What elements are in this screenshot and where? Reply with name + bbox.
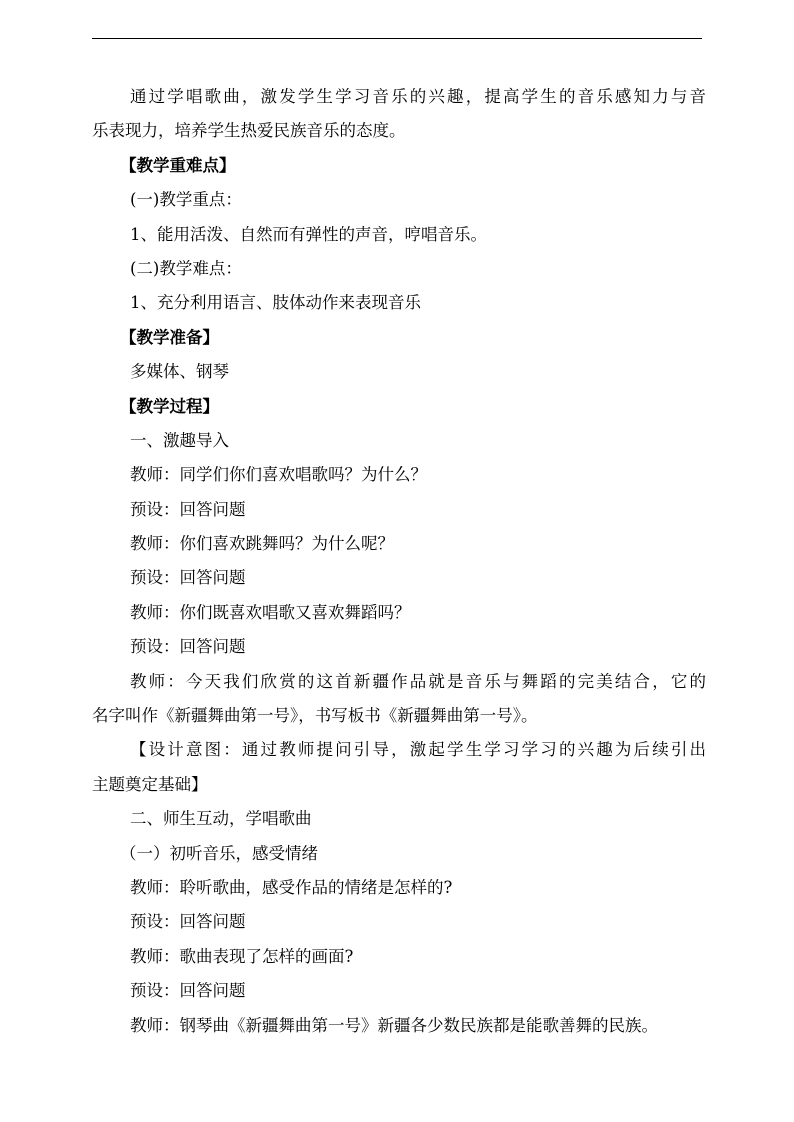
dialogue-line: 教师：同学们你们喜欢唱歌吗？为什么？ [130, 465, 427, 485]
dialogue-line: 教师：你们既喜欢唱歌又喜欢舞蹈吗？ [130, 602, 411, 622]
dialogue-line: 教师：今天我们欣赏的这首新疆作品就是音乐与舞蹈的完美结合，它的 [130, 671, 706, 691]
paragraph-goal-line-1: 通过学唱歌曲，激发学生学习音乐的兴趣，提高学生的音乐感知力与音 [130, 87, 706, 106]
difficulty-item: 1、充分利用语言、肢体动作来表现音乐 [130, 293, 421, 313]
dialogue-line: 教师：歌曲表现了怎样的画面? [130, 946, 354, 966]
section-heading-preparation: 【教学准备】 [120, 327, 219, 347]
substep-heading-first-listen: （一）初听音乐，感受情绪 [120, 843, 318, 863]
dialogue-line: 教师：你们喜欢跳舞吗？为什么呢？ [130, 534, 394, 554]
document-body [92, 80, 706, 1043]
dialogue-line: 预设：回答问题 [130, 981, 246, 1001]
dialogue-line: 教师：聆听歌曲，感受作品的情绪是怎样的? [130, 877, 453, 897]
design-intent-line-2: 主题奠定基础】 [92, 774, 208, 794]
design-intent-line-1: 【设计意图：通过教师提问引导，激起学生学习学习的兴趣为后续引出 [130, 740, 706, 760]
dialogue-line-continued: 名字叫作《新疆舞曲第一号》，书写板书《新疆舞曲第一号》。 [92, 706, 538, 726]
header-rule [92, 38, 702, 39]
step-heading-interaction: 二、师生互动，学唱歌曲 [130, 809, 312, 829]
dialogue-line: 预设：回答问题 [130, 637, 246, 657]
dialogue-line: 预设：回答问题 [130, 568, 246, 588]
dialogue-line: 预设：回答问题 [130, 912, 246, 932]
step-heading-intro: 一、激趣导入 [130, 430, 229, 450]
paragraph-goal-line-2: 乐表现力，培养学生热爱民族音乐的态度。 [92, 121, 406, 141]
key-point-item: 1、能用活泼、自然而有弹性的声音，哼唱音乐。 [130, 224, 487, 244]
section-heading-process: 【教学过程】 [120, 396, 219, 416]
subheading-difficulty: (二)教学难点： [130, 258, 242, 278]
preparation-text: 多媒体、钢琴 [130, 362, 229, 382]
dialogue-line: 预设：回答问题 [130, 499, 246, 519]
dialogue-line: 教师：钢琴曲《新疆舞曲第一号》新疆各少数民族都是能歌善舞的民族。 [130, 1015, 658, 1035]
subheading-key-point: (一)教学重点： [130, 190, 242, 210]
section-heading-key-points: 【教学重难点】 [120, 155, 236, 175]
